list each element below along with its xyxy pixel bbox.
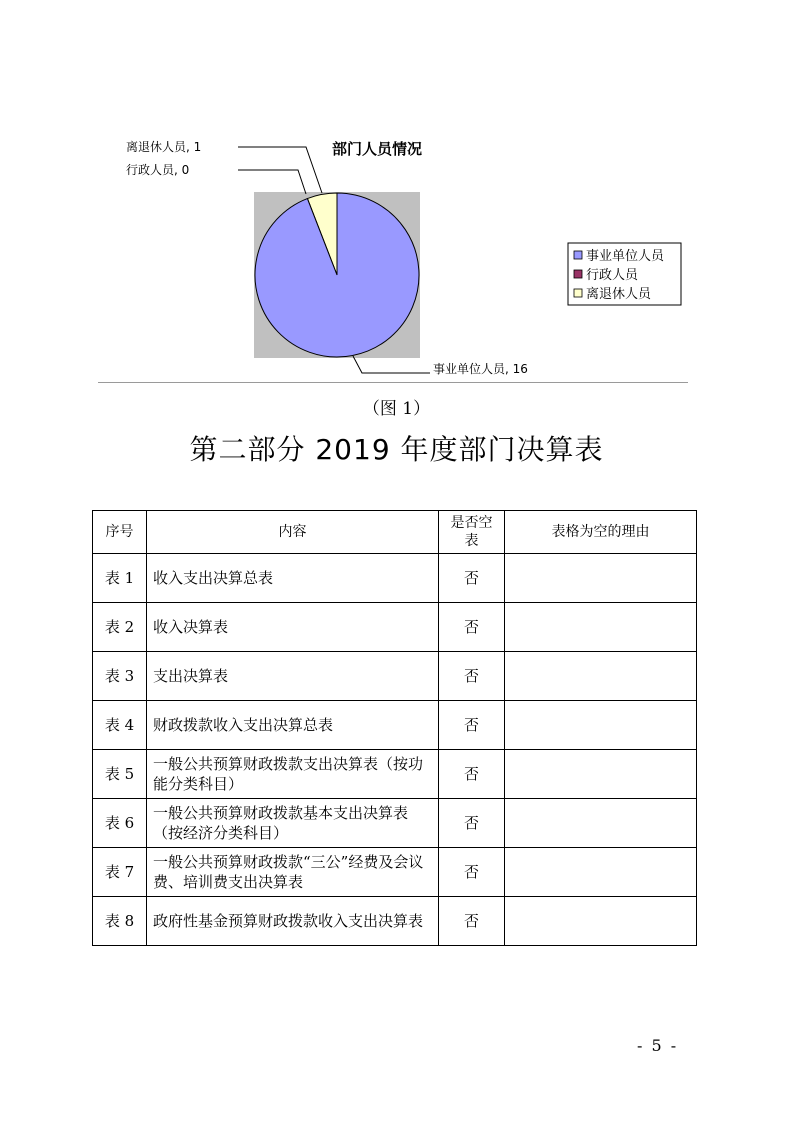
row-name: 一般公共预算财政拨款“三公”经费及会议费、培训费支出决算表 xyxy=(147,848,439,897)
pie-chart xyxy=(0,0,793,390)
callout-line-institution xyxy=(353,356,430,373)
row-no: 表 2 xyxy=(93,603,147,652)
row-name: 收入决算表 xyxy=(147,603,439,652)
row-name: 一般公共预算财政拨款基本支出决算表（按经济分类科目） xyxy=(147,799,439,848)
data-label-institution: 事业单位人员, 16 xyxy=(433,362,528,376)
table-row xyxy=(93,701,697,750)
table-row xyxy=(93,603,697,652)
row-reason xyxy=(505,652,697,701)
data-label-admin: 行政人员, 0 xyxy=(126,163,190,177)
report-list-table xyxy=(92,510,697,946)
header-is-empty: 是否空表 xyxy=(439,511,505,554)
row-no: 表 4 xyxy=(93,701,147,750)
row-is-empty: 否 xyxy=(439,799,505,848)
row-reason xyxy=(505,897,697,946)
table-row xyxy=(93,652,697,701)
pie-slices xyxy=(255,193,419,357)
pie-slice-institution xyxy=(255,193,419,357)
legend-swatch-retired xyxy=(574,289,582,297)
figure-caption: （图 1） xyxy=(362,399,431,419)
row-is-empty: 否 xyxy=(439,750,505,799)
row-no: 表 8 xyxy=(93,897,147,946)
legend-swatch-institution xyxy=(574,251,582,259)
section-title: 第二部分 2019 年度部门决算表 xyxy=(189,433,604,466)
row-no: 表 5 xyxy=(93,750,147,799)
row-is-empty: 否 xyxy=(439,701,505,750)
legend-label-institution: 事业单位人员 xyxy=(586,249,665,264)
legend-swatch-admin xyxy=(574,270,582,278)
header-content: 内容 xyxy=(147,511,439,554)
table-header-row xyxy=(93,511,697,554)
row-name: 一般公共预算财政拨款支出决算表（按功能分类科目） xyxy=(147,750,439,799)
table-row xyxy=(93,848,697,897)
row-reason xyxy=(505,799,697,848)
page-number: - 5 - xyxy=(637,1036,679,1055)
row-is-empty: 否 xyxy=(439,652,505,701)
row-name: 政府性基金预算财政拨款收入支出决算表 xyxy=(147,897,439,946)
table-row xyxy=(93,799,697,848)
row-no: 表 1 xyxy=(93,554,147,603)
data-label-retired: 离退休人员, 1 xyxy=(126,140,202,154)
row-reason xyxy=(505,554,697,603)
row-reason xyxy=(505,848,697,897)
table-row xyxy=(93,554,697,603)
row-reason xyxy=(505,750,697,799)
header-reason: 表格为空的理由 xyxy=(505,511,697,554)
header-no: 序号 xyxy=(93,511,147,554)
callout-line-admin xyxy=(238,170,306,194)
legend-label-retired: 离退休人员 xyxy=(586,287,652,302)
row-is-empty: 否 xyxy=(439,554,505,603)
row-is-empty: 否 xyxy=(439,897,505,946)
row-reason xyxy=(505,603,697,652)
row-is-empty: 否 xyxy=(439,603,505,652)
chart-legend xyxy=(568,243,681,305)
row-no: 表 7 xyxy=(93,848,147,897)
row-reason xyxy=(505,701,697,750)
chart-divider xyxy=(98,382,688,383)
row-name: 支出决算表 xyxy=(147,652,439,701)
row-is-empty: 否 xyxy=(439,848,505,897)
legend-label-admin: 行政人员 xyxy=(586,268,639,283)
table-row xyxy=(93,750,697,799)
chart-title: 部门人员情况 xyxy=(332,140,423,158)
row-name: 收入支出决算总表 xyxy=(147,554,439,603)
row-name: 财政拨款收入支出决算总表 xyxy=(147,701,439,750)
row-no: 表 3 xyxy=(93,652,147,701)
table-row xyxy=(93,897,697,946)
row-no: 表 6 xyxy=(93,799,147,848)
